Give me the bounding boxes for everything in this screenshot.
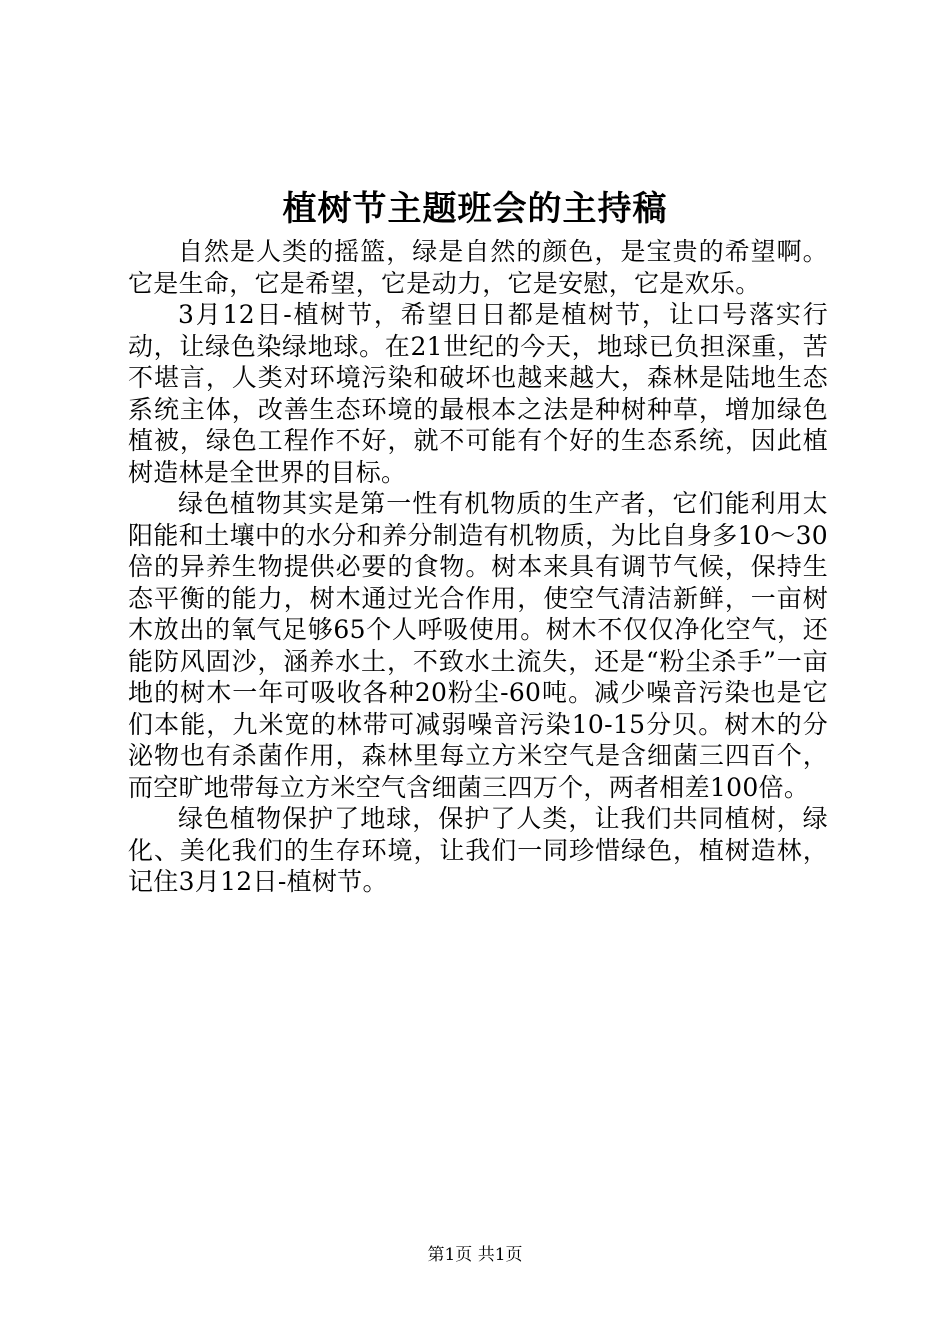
page-number-footer: 第1页 共1页 bbox=[427, 1245, 523, 1265]
document-title: 植树节主题班会的主持稿 bbox=[282, 189, 668, 229]
paragraph-4: 绿色植物保护了地球，保护了人类，让我们共同植树，绿化、美化我们的生存环境，让我们一同珍惜绿色，植树造林，记住3月12日-植树节。 bbox=[128, 804, 828, 896]
paragraph-2: 3月12日-植树节，希望日日都是植树节，让口号落实行动，让绿色染绿地球。在21世纪的今天，地球已负担深重，苦不堪言，人类对环境污染和破坏也越来越大，森林是陆地生态系统主体，改善生态环境的最根本之法是种树种草，增加绿色植被，绿色工程作不好，就不可能有个好的生态系统，因此植树造林是全世界的目标。 bbox=[128, 300, 828, 487]
document-body bbox=[128, 236, 828, 898]
paragraph-3: 绿色植物其实是第一性有机物质的生产者，它们能利用太阳能和土壤中的水分和养分制造有机物质，为比自身多10～30倍的异养生物提供必要的食物。树本来具有调节气候，保持生态平衡的能力，树木通过光合作用，使空气清洁新鲜，一亩树木放出的氧气足够65个人呼吸使用。树木不仅仅净化空气，还能防风固沙，涵养水土，不致水土流失，还是“粉尘杀手”一亩地的树木一年可吸收各种20粉尘-60吨。减少噪音污染也是它们本能，九米宽的林带可减弱噪音污染10-15分贝。树木的分泌物也有杀菌作用，森林里每立方米空气是含细菌三四百个，而空旷地带每立方米空气含细菌三四万个，两者相差100倍。 bbox=[128, 489, 828, 802]
paragraph-1: 自然是人类的摇篮，绿是自然的颜色，是宝贵的希望啊。它是生命，它是希望，它是动力，它是安慰，它是欢乐。 bbox=[128, 237, 828, 298]
